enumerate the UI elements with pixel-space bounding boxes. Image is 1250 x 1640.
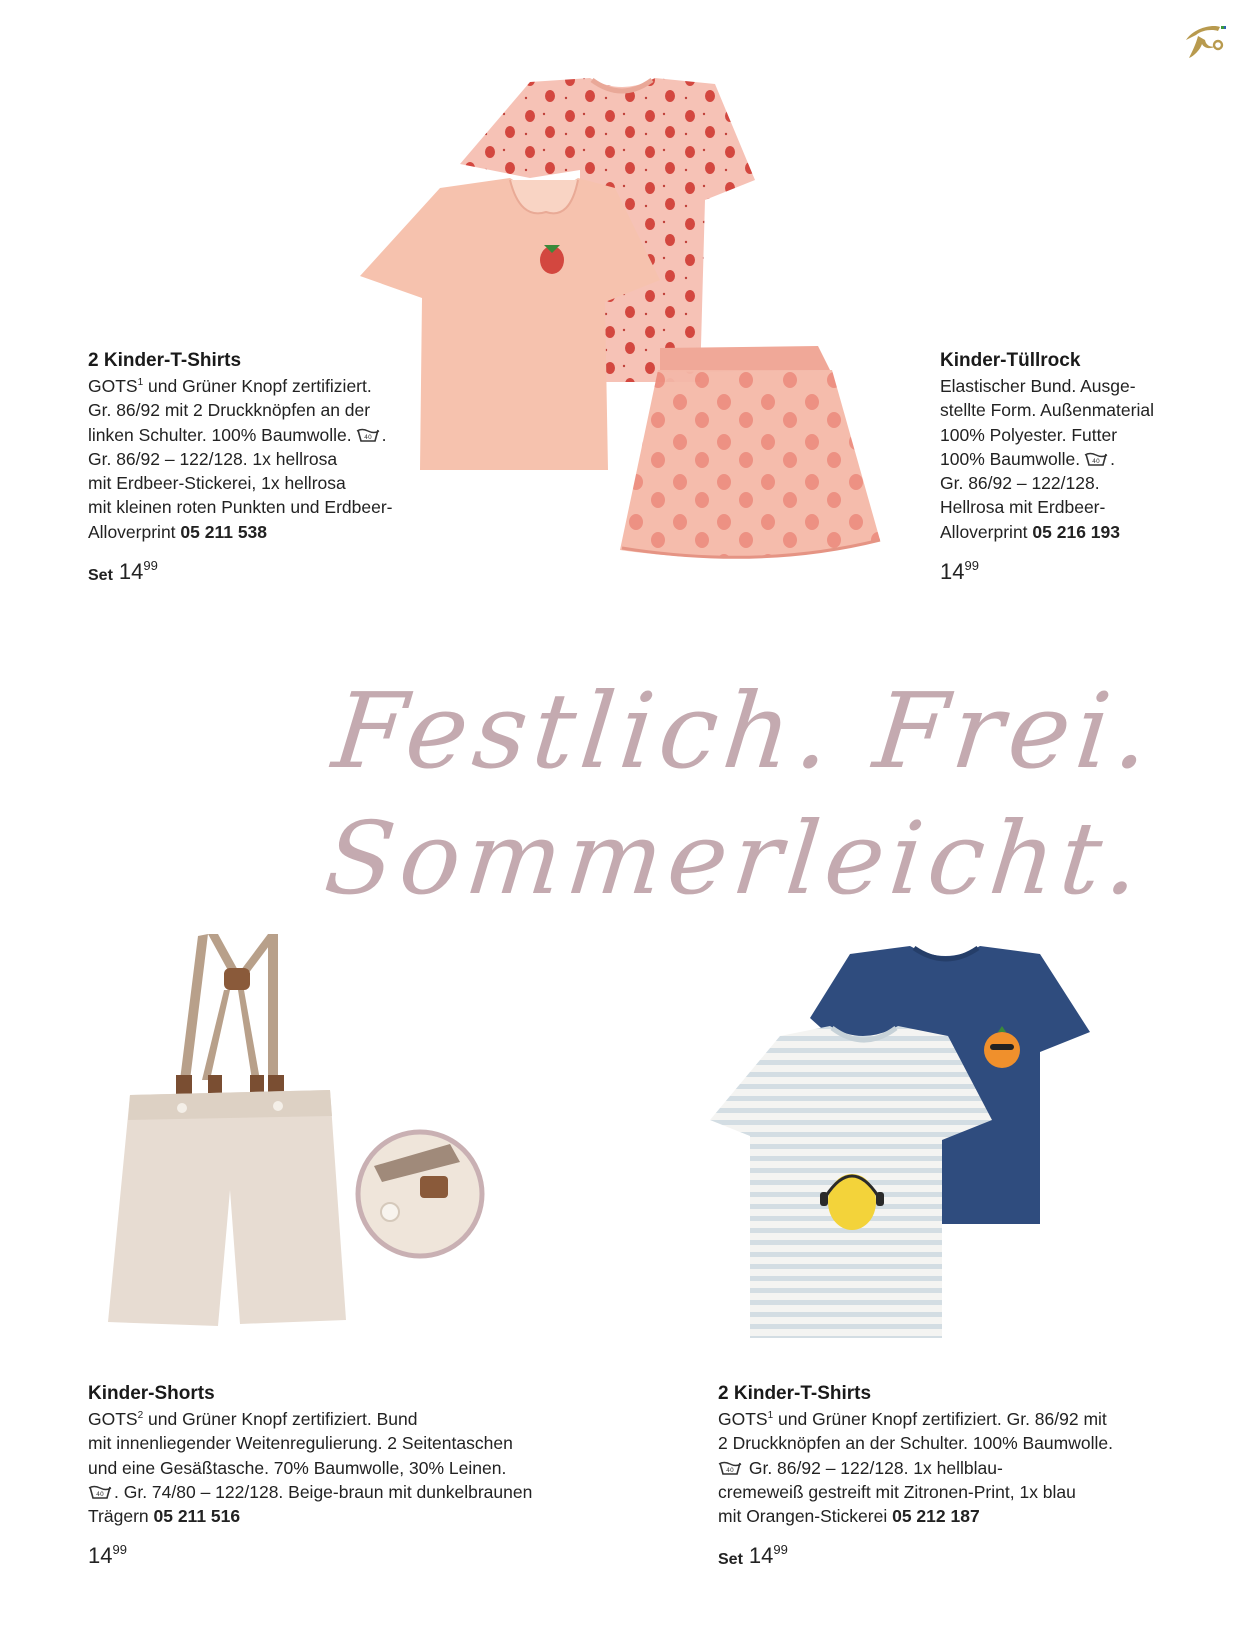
product-desc-line: linken Schulter. 100% Baumwolle. 40 . xyxy=(88,424,387,445)
product-desc-line: 100% Polyester. Futter xyxy=(940,424,1118,445)
product-desc-line: und eine Gesäßtasche. 70% Baumwolle, 30% Leinen. xyxy=(88,1457,507,1478)
product-desc-line: mit kleinen roten Punkten und Erdbeer- xyxy=(88,497,393,518)
shorts-image xyxy=(90,930,490,1360)
wash-40-icon xyxy=(718,1460,742,1476)
product-shorts xyxy=(88,1381,648,1570)
tchibo-logo-icon xyxy=(1180,18,1226,64)
article-number: 05 211 538 xyxy=(180,521,268,542)
product-tshirts-lemon-orange xyxy=(718,1381,1238,1574)
tshirts-blue-striped-image xyxy=(710,940,1150,1340)
article-number: 05 211 516 xyxy=(153,1506,241,1527)
product-desc-line: 40 Gr. 86/92 – 122/128. 1x hellblau- xyxy=(718,1456,1238,1480)
product-title: 2 Kinder-T-Shirts xyxy=(718,1383,872,1404)
slogan-line-2: Sommerleicht. xyxy=(319,800,1152,917)
product-price: Set $14^{99}$ xyxy=(88,558,158,585)
product-desc-line: mit Orangen-Stickerei 05 212 187 xyxy=(718,1506,980,1527)
article-number: 05 216 193 xyxy=(1032,521,1120,542)
product-desc-line: Trägern 05 211 516 xyxy=(88,1506,241,1527)
tshirts-and-skirt-image xyxy=(360,70,920,610)
product-desc-line: Gr. 86/92 – 122/128. 1x hellrosa xyxy=(88,448,338,469)
svg-text:40: 40 xyxy=(726,1466,734,1474)
product-desc-line: GOTS$^2$ und Grüner Knopf zertifiziert. Bund xyxy=(88,1409,418,1429)
svg-text:40: 40 xyxy=(363,433,372,441)
wash-40-icon xyxy=(356,427,380,443)
product-desc-line: GOTS$^1$ und Grüner Knopf zertifiziert. xyxy=(88,376,372,396)
wash-40-icon xyxy=(88,1484,112,1500)
product-title: Kinder-Shorts xyxy=(88,1383,215,1404)
product-desc-line: Gr. 86/92 – 122/128. xyxy=(940,473,1100,494)
product-desc-line: Elastischer Bund. Ausge- xyxy=(940,376,1136,396)
product-price: $14^{99}$ xyxy=(940,558,979,585)
svg-text:40: 40 xyxy=(1092,457,1100,465)
product-desc-line: Gr. 86/92 mit 2 Druckknöpfen an der xyxy=(88,400,371,421)
product-price: $14^{99}$ xyxy=(88,1542,127,1569)
article-number: 05 212 187 xyxy=(892,1506,980,1527)
product-desc-line: stellte Form. Außenmaterial xyxy=(940,400,1154,421)
svg-text:40: 40 xyxy=(96,1490,104,1498)
product-desc-line: 40 . Gr. 74/80 – 122/128. Beige-braun mit dunkelbraunen xyxy=(88,1480,648,1504)
slogan-line-1: Festlich. Frei. xyxy=(327,670,1162,792)
product-desc-line: mit Erdbeer-Stickerei, 1x hellrosa xyxy=(88,473,346,494)
wash-40-icon xyxy=(1084,451,1108,467)
product-desc-line: cremeweiß gestreift mit Zitronen-Print, 1x blau xyxy=(718,1481,1076,1502)
product-desc-line: 100% Baumwolle. 40 . xyxy=(940,448,1115,469)
product-desc-line: 2 Druckknöpfen an der Schulter. 100% Baumwolle. xyxy=(718,1433,1113,1454)
product-tshirts-strawberry xyxy=(88,348,428,590)
product-title: 2 Kinder-T-Shirts xyxy=(88,350,242,371)
product-desc-line: mit innenliegender Weitenregulierung. 2 Seitentaschen xyxy=(88,1433,513,1454)
product-tulle-skirt xyxy=(940,348,1230,586)
product-desc-line: Alloverprint 05 211 538 xyxy=(88,521,268,542)
product-desc-line: GOTS$^1$ und Grüner Knopf zertifiziert. Gr. 86/92 mit xyxy=(718,1409,1107,1429)
slogan xyxy=(319,670,1162,960)
product-title: Kinder-Tüllrock xyxy=(940,350,1081,371)
product-desc-line: Hellrosa mit Erdbeer- xyxy=(940,497,1106,518)
product-desc-line: Alloverprint 05 216 193 xyxy=(940,521,1120,542)
product-price: Set $14^{99}$ xyxy=(718,1542,788,1569)
